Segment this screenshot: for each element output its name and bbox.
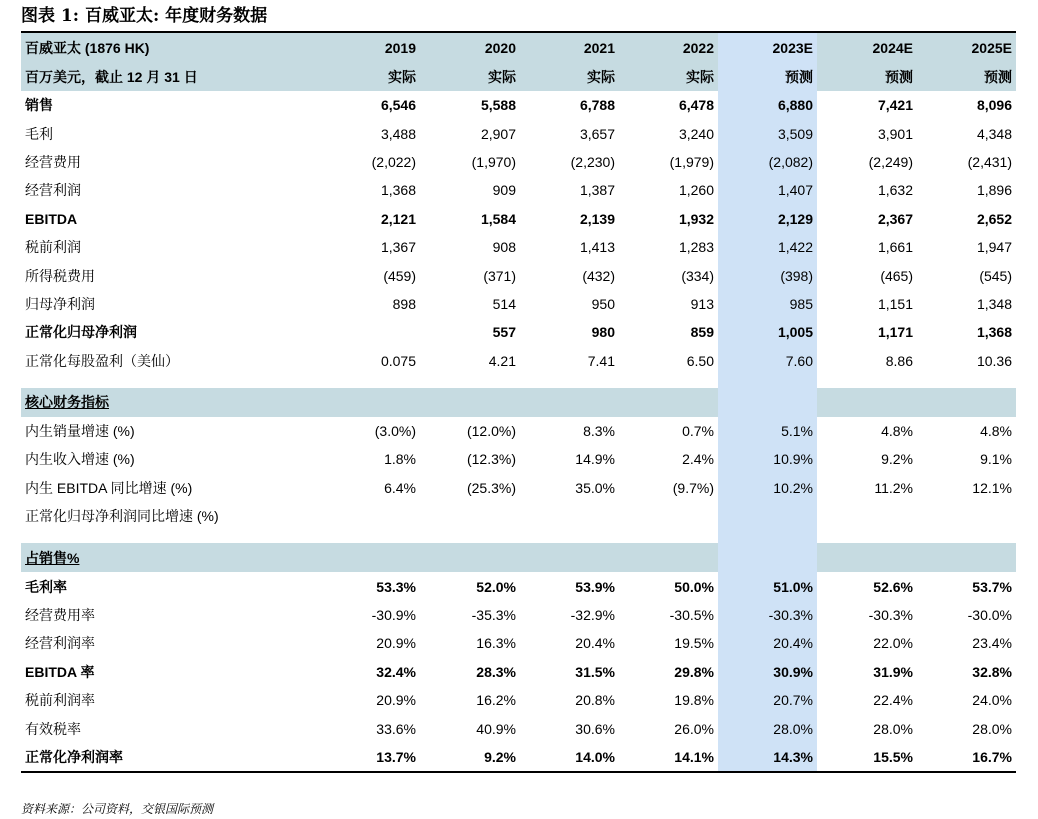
header-year: 2023E	[718, 33, 817, 62]
cell-value: 980	[591, 324, 615, 341]
table-row	[21, 417, 1016, 445]
cell-value: 557	[492, 324, 516, 341]
cell-value: 7.41	[587, 352, 615, 369]
cell-value: 1,896	[976, 182, 1012, 199]
cell-value: 1,584	[480, 210, 516, 227]
cell-value: (2,230)	[570, 153, 615, 170]
cell-value: 1,283	[678, 239, 714, 256]
table-row	[21, 502, 1016, 530]
cell-value: 2,907	[480, 125, 516, 142]
section-header	[21, 543, 1016, 572]
table-row	[21, 261, 1016, 289]
cell-value: 53.7%	[972, 578, 1012, 595]
header-type: 预测	[817, 62, 917, 91]
cell-value: 1,422	[718, 233, 817, 261]
table-row	[21, 233, 1016, 261]
table-row	[21, 91, 1016, 119]
cell-value: (1,979)	[669, 153, 714, 170]
row-label: 毛利	[25, 125, 53, 142]
header-year: 2020	[420, 33, 520, 62]
cell-value: 14.3%	[718, 743, 817, 772]
spacer-cell	[917, 530, 1016, 543]
header-type: 实际	[520, 62, 619, 91]
cell-value: 7.60	[718, 347, 817, 375]
header-company: 百威亚太 (1876 HK)	[21, 33, 321, 62]
cell-value: 6,478	[678, 97, 714, 114]
row-label: 经营费用	[25, 153, 81, 170]
cell-value: 2,139	[579, 210, 615, 227]
cell-value: 0.075	[380, 352, 416, 369]
spacer-cell	[21, 375, 321, 388]
cell-value: (1,970)	[471, 153, 516, 170]
cell-value: 40.9%	[476, 720, 516, 737]
cell-value: 11.2%	[874, 479, 913, 496]
cell-value: -30.0%	[967, 607, 1012, 624]
cell-value: 26.0%	[674, 720, 714, 737]
cell-value: -35.3%	[471, 607, 516, 624]
row-label: 经营利润	[25, 182, 81, 199]
cell-value: 10.9%	[718, 445, 817, 473]
cell-value: 950	[591, 295, 615, 312]
row-label: 正常化每股盈利（美仙）	[25, 352, 179, 369]
cell-value: (398)	[718, 261, 817, 289]
cell-value	[619, 502, 718, 530]
spacer-cell	[321, 375, 420, 388]
cell-value: 5,588	[480, 97, 516, 114]
spacer-cell	[420, 530, 520, 543]
section-cell	[817, 388, 917, 417]
cell-value: (25.3%)	[466, 479, 516, 496]
cell-value	[817, 502, 917, 530]
source-note: 资料来源：公司资料，交银国际预测	[21, 802, 214, 816]
cell-value: 16.7%	[917, 743, 1016, 772]
cell-value: (9.7%)	[672, 479, 714, 496]
row-label: 税前利润率	[25, 692, 95, 709]
cell-value: (432)	[582, 267, 615, 284]
table-row	[21, 629, 1016, 657]
spacer-cell	[321, 530, 420, 543]
header-year: 2024E	[817, 33, 917, 62]
spacer-cell	[21, 530, 321, 543]
cell-value: 6,880	[718, 91, 817, 119]
cell-value: 6,546	[380, 97, 416, 114]
spacer-cell	[817, 530, 917, 543]
cell-value: 33.6%	[376, 720, 416, 737]
cell-value: 6.4%	[384, 479, 416, 496]
row-label: 正常化归母净利润同比增速 (%)	[25, 508, 219, 525]
row-label: 所得税费用	[25, 267, 95, 284]
header-row-years	[21, 33, 1016, 62]
row-label: 内生销量增速 (%)	[25, 423, 135, 440]
spacer-cell	[520, 530, 619, 543]
cell-value: 1,005	[718, 318, 817, 346]
row-label: 毛利率	[25, 578, 67, 595]
section-cell	[420, 388, 520, 417]
table-row	[21, 176, 1016, 204]
section-cell	[817, 543, 917, 572]
cell-value: 4.21	[488, 352, 516, 369]
cell-value: (371)	[483, 267, 516, 284]
cell-value	[321, 318, 420, 346]
header-row-types	[21, 62, 1016, 91]
cell-value: 985	[718, 290, 817, 318]
row-label: EBITDA	[25, 210, 78, 227]
cell-value: 7,421	[877, 97, 913, 114]
cell-value: 6,788	[579, 97, 615, 114]
cell-value: 9.2%	[420, 743, 520, 772]
cell-value: 1,947	[976, 239, 1012, 256]
cell-value: 514	[492, 295, 516, 312]
cell-value: 1,387	[579, 182, 615, 199]
cell-value: (3.0%)	[374, 423, 416, 440]
cell-value: 1,171	[877, 324, 913, 341]
header-year: 2021	[520, 33, 619, 62]
table-row	[21, 601, 1016, 629]
spacer-cell	[817, 375, 917, 388]
table-row	[21, 205, 1016, 233]
cell-value: 50.0%	[674, 578, 714, 595]
cell-value: 4.8%	[881, 423, 913, 440]
spacer-cell	[619, 375, 718, 388]
cell-value: 3,488	[380, 125, 416, 142]
section-cell	[718, 543, 817, 572]
table-row	[21, 119, 1016, 147]
cell-value: 4.8%	[980, 423, 1012, 440]
cell-value: 14.9%	[575, 451, 615, 468]
header-year: 2022	[619, 33, 718, 62]
cell-value: 3,901	[877, 125, 913, 142]
table-row	[21, 318, 1016, 346]
table-row	[21, 347, 1016, 375]
cell-value: 913	[690, 295, 714, 312]
table-row	[21, 658, 1016, 686]
cell-value: -30.3%	[868, 607, 913, 624]
cell-value: (2,249)	[868, 153, 913, 170]
cell-value: 19.8%	[674, 692, 714, 709]
financial-table	[21, 33, 1016, 773]
cell-value: 15.5%	[817, 743, 917, 772]
cell-value: 28.3%	[476, 663, 516, 680]
row-label: 正常化归母净利润	[25, 324, 137, 341]
cell-value: 32.4%	[376, 663, 416, 680]
cell-value: 4,348	[976, 125, 1012, 142]
section-cell	[718, 388, 817, 417]
cell-value: (2,431)	[967, 153, 1012, 170]
cell-value: 16.2%	[476, 692, 516, 709]
cell-value: 16.3%	[476, 635, 516, 652]
cell-value: 53.9%	[575, 578, 615, 595]
table-row	[21, 686, 1016, 714]
cell-value: 20.8%	[575, 692, 615, 709]
cell-value: 24.0%	[972, 692, 1012, 709]
header-year: 2025E	[917, 33, 1016, 62]
spacer-cell	[718, 530, 817, 543]
cell-value: 28.0%	[873, 720, 913, 737]
header-year: 2019	[321, 33, 420, 62]
header-type: 实际	[619, 62, 718, 91]
cell-value: 1,151	[877, 295, 913, 312]
section-cell	[619, 388, 718, 417]
cell-value: 22.4%	[873, 692, 913, 709]
cell-value: 10.36	[976, 352, 1012, 369]
section-title	[21, 543, 321, 572]
cell-value: 909	[492, 182, 516, 199]
cell-value: 32.8%	[972, 663, 1012, 680]
cell-value: 31.5%	[575, 663, 615, 680]
cell-value: 13.7%	[321, 743, 420, 772]
cell-value: 3,509	[718, 119, 817, 147]
section-cell	[520, 543, 619, 572]
cell-value: 28.0%	[718, 714, 817, 742]
cell-value: (334)	[681, 267, 714, 284]
cell-value: 53.3%	[376, 578, 416, 595]
cell-value: 9.2%	[881, 451, 913, 468]
section-title	[21, 388, 321, 417]
cell-value: 1,368	[380, 182, 416, 199]
cell-value: -30.9%	[371, 607, 416, 624]
cell-value: 52.0%	[476, 578, 516, 595]
cell-value: (459)	[383, 267, 416, 284]
cell-value: 30.9%	[718, 658, 817, 686]
cell-value: (545)	[979, 267, 1012, 284]
cell-value: (12.3%)	[466, 451, 516, 468]
section-cell	[917, 543, 1016, 572]
cell-value: 5.1%	[718, 417, 817, 445]
table-row	[21, 474, 1016, 502]
cell-value: 19.5%	[674, 635, 714, 652]
cell-value	[917, 502, 1016, 530]
spacer-cell	[718, 375, 817, 388]
cell-value: 12.1%	[972, 479, 1012, 496]
cell-value: 1,407	[718, 176, 817, 204]
cell-value: 8.3%	[583, 423, 615, 440]
row-label: 归母净利润	[25, 295, 95, 312]
cell-value: 20.9%	[376, 692, 416, 709]
cell-value	[718, 502, 817, 530]
section-cell	[917, 388, 1016, 417]
cell-value: 29.8%	[674, 663, 714, 680]
spacer-cell	[520, 375, 619, 388]
cell-value: -32.9%	[570, 607, 615, 624]
cell-value: -30.5%	[669, 607, 714, 624]
header-type: 预测	[917, 62, 1016, 91]
cell-value: 30.6%	[575, 720, 615, 737]
section-cell	[321, 388, 420, 417]
cell-value: 8,096	[976, 97, 1012, 114]
table-row	[21, 148, 1016, 176]
cell-value: 28.0%	[972, 720, 1012, 737]
cell-value: 2.4%	[682, 451, 714, 468]
section-cell	[420, 543, 520, 572]
spacer-cell	[420, 375, 520, 388]
cell-value: 23.4%	[972, 635, 1012, 652]
cell-value: (12.0%)	[466, 423, 516, 440]
cell-value: 1,632	[877, 182, 913, 199]
cell-value: (2,082)	[718, 148, 817, 176]
cell-value: (2,022)	[371, 153, 416, 170]
cell-value: 1,367	[380, 239, 416, 256]
cell-value: 14.1%	[619, 743, 718, 772]
section-title-text: 核心财务指标	[25, 394, 109, 411]
cell-value: 20.7%	[718, 686, 817, 714]
table-row	[21, 445, 1016, 473]
cell-value: 6.50	[686, 352, 714, 369]
section-cell	[321, 543, 420, 572]
cell-value: 14.0%	[520, 743, 619, 772]
cell-value: 2,367	[877, 210, 913, 227]
cell-value: 2,121	[380, 210, 416, 227]
cell-value: 22.0%	[873, 635, 913, 652]
cell-value: 31.9%	[873, 663, 913, 680]
table-row	[21, 743, 1016, 772]
spacer-row	[21, 530, 1016, 543]
section-header	[21, 388, 1016, 417]
cell-value: 1,368	[976, 324, 1012, 341]
cell-value	[420, 502, 520, 530]
cell-value: 1,260	[678, 182, 714, 199]
cell-value: (465)	[880, 267, 913, 284]
row-label: 税前利润	[25, 239, 81, 256]
cell-value: 51.0%	[718, 572, 817, 600]
page-title: 图表 1: 百威亚太: 年度财务数据	[21, 6, 268, 26]
cell-value: 20.4%	[718, 629, 817, 657]
cell-value: 1,348	[976, 295, 1012, 312]
cell-value: 3,657	[579, 125, 615, 142]
spacer-row	[21, 375, 1016, 388]
row-label: 销售	[25, 97, 53, 114]
section-cell	[520, 388, 619, 417]
cell-value: 20.9%	[376, 635, 416, 652]
section-title-text: 占销售%	[25, 549, 80, 566]
header-unit: 百万美元，截止 12 月 31 日	[21, 62, 321, 91]
cell-value: 8.86	[885, 352, 913, 369]
row-label: 经营费用率	[25, 607, 95, 624]
cell-value: 9.1%	[980, 451, 1012, 468]
table-row	[21, 714, 1016, 742]
cell-value: 859	[690, 324, 714, 341]
cell-value: 908	[492, 239, 516, 256]
cell-value: 2,652	[976, 210, 1012, 227]
spacer-cell	[619, 530, 718, 543]
header-type: 实际	[321, 62, 420, 91]
spacer-cell	[917, 375, 1016, 388]
cell-value: 1,661	[877, 239, 913, 256]
row-label: 内生 EBITDA 同比增速 (%)	[25, 479, 193, 496]
cell-value: -30.3%	[718, 601, 817, 629]
cell-value: 10.2%	[718, 474, 817, 502]
cell-value: 52.6%	[873, 578, 913, 595]
cell-value: 3,240	[678, 125, 714, 142]
row-label: 有效税率	[25, 720, 81, 737]
section-cell	[619, 543, 718, 572]
cell-value: 1,932	[678, 210, 714, 227]
cell-value: 20.4%	[575, 635, 615, 652]
cell-value	[321, 502, 420, 530]
cell-value: 2,129	[718, 205, 817, 233]
cell-value: 35.0%	[575, 479, 615, 496]
cell-value	[520, 502, 619, 530]
row-label: 经营利润率	[25, 635, 95, 652]
table-row	[21, 290, 1016, 318]
header-type: 实际	[420, 62, 520, 91]
row-label: 正常化净利润率	[21, 743, 321, 772]
cell-value: 898	[392, 295, 416, 312]
header-type: 预测	[718, 62, 817, 91]
cell-value: 1.8%	[384, 451, 416, 468]
row-label: 内生收入增速 (%)	[25, 451, 135, 468]
cell-value: 0.7%	[682, 423, 714, 440]
cell-value: 1,413	[579, 239, 615, 256]
table-row	[21, 572, 1016, 600]
row-label: EBITDA 率	[25, 663, 95, 680]
